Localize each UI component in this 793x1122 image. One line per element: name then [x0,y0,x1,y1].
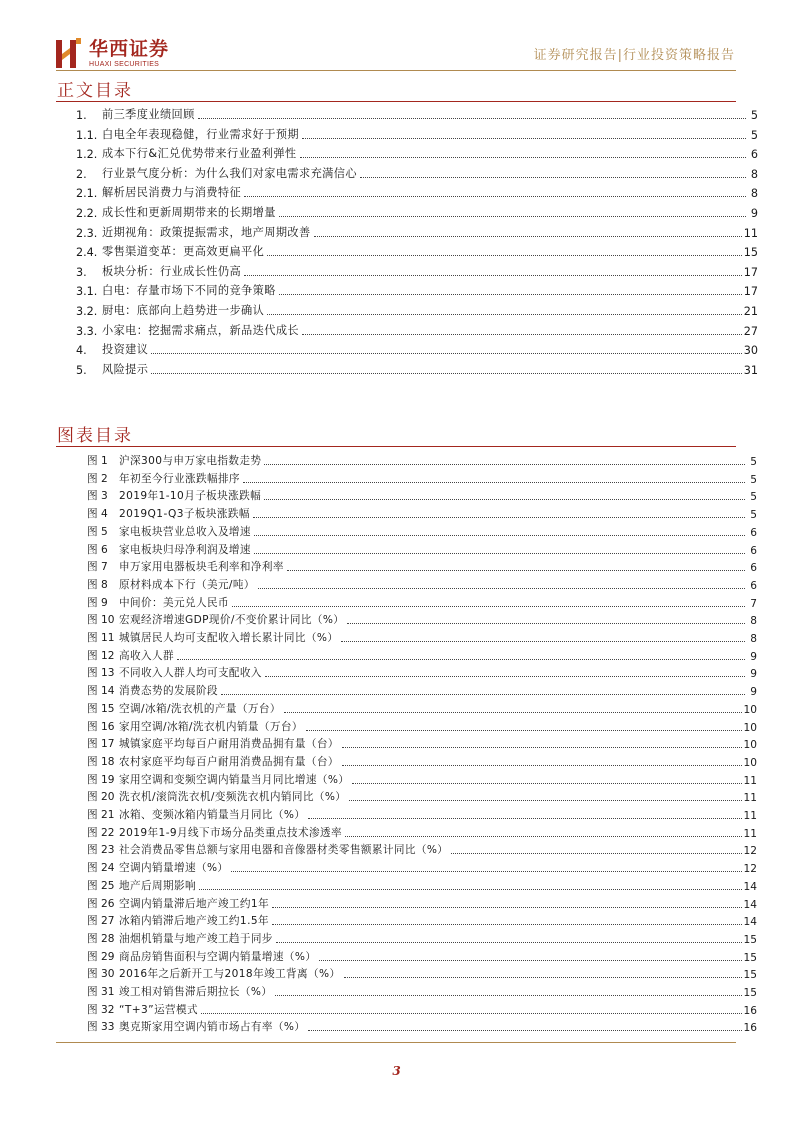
toc-dot-leader [232,605,745,607]
toc-entry-page: 12 [743,845,757,858]
toc-entry-title: 白电：存量市场下不同的竞争策略 [102,284,276,298]
toc-entry-page: 6 [750,562,757,575]
toc-entry-page: 5 [750,473,757,486]
toc-entry[interactable] [76,263,758,279]
toc-entry[interactable] [76,126,758,142]
huaxi-logo-icon [56,38,82,70]
toc-dot-leader [198,117,746,119]
toc-entry-number: 图 17 [87,738,115,751]
toc-entry-page: 15 [743,933,757,946]
toc-entry-number: 图 29 [87,950,115,963]
toc-entry-page: 30 [743,344,758,358]
toc-entry-page: 10 [743,703,757,716]
page-header [0,0,793,76]
toc-dot-leader [347,622,745,624]
toc-entry-title: 洗衣机/滚筒洗衣机/变频洗衣机内销同比（%） [119,791,347,804]
toc-entry-title: 厨电：底部向上趋势进一步确认 [102,304,265,317]
toc-entry-number: 1.2. [76,148,98,162]
toc-entry-title: 解析居民消费力与消费特征 [102,186,242,200]
toc-entry[interactable] [87,897,757,911]
toc-entry-title: 家用空调和变频空调内销量当月同比增速（%） [119,773,350,786]
toc-dot-leader [302,333,742,335]
toc-entry-page: 5 [750,491,757,504]
toc-entry-number: 图 20 [87,791,115,804]
toc-entry-page: 21 [743,305,758,318]
toc-entry[interactable] [87,1020,757,1034]
toc-entry-title: 城镇居民人均可支配收入增长累计同比（%） [119,632,339,644]
toc-entry[interactable] [76,165,758,181]
toc-entry-title: 高收入人群 [119,649,174,662]
toc-entry-title: 近期视角：政策提振需求，地产周期改善 [102,225,311,239]
toc-entry-number: 图 14 [87,685,115,698]
toc-entry-number: 图 13 [87,667,115,680]
brand-name-en: HUAXI SECURITIES [89,61,160,68]
toc-dot-leader [284,711,742,713]
toc-entry-number: 3.1. [76,285,98,299]
toc-entry-page: 6 [750,579,757,592]
toc-entry-number: 图 8 [87,578,108,591]
toc-entry[interactable] [87,737,757,751]
toc-entry-number: 图 1 [87,455,108,467]
toc-entry-number: 3. [76,265,87,279]
toc-entry-page: 10 [743,739,757,752]
toc-entry-page: 5 [750,109,758,122]
toc-entry-page: 15 [743,246,758,260]
toc-entry-title: 年初至今行业涨跌幅排序 [119,472,240,485]
page-number: 3 [392,1064,401,1078]
toc-entry-number: 1. [76,109,87,122]
toc-entry[interactable] [76,322,758,338]
toc-entry-number: 图 16 [87,720,115,733]
toc-dot-leader [287,569,745,571]
toc-dot-leader [451,852,741,854]
toc-entry[interactable] [76,282,758,298]
main-toc-title: 正文目录 [57,81,133,101]
report-type-label: 证券研究报告|行业投资策略报告 [533,48,735,63]
toc-entry[interactable] [76,204,758,220]
toc-entry-number: 图 30 [87,968,115,981]
toc-entry-title: 奥克斯家用空调内销市场占有率（%） [119,1021,306,1034]
toc-entry-title: 2019年1-10月子板块涨跌幅 [119,490,262,503]
toc-entry-page: 8 [750,167,758,181]
toc-entry-page: 9 [750,207,758,220]
toc-entry-title: 2016年之后新开工与2018年竣工背离（%） [119,968,341,981]
toc-entry[interactable] [87,543,757,557]
toc-entry-page: 5 [750,509,757,522]
toc-dot-leader [258,587,745,589]
toc-entry-title: 宏观经济增速GDP现价/不变价累计同比（%） [119,614,345,627]
toc-entry-number: 图 28 [87,932,115,945]
toc-dot-leader [302,137,746,139]
toc-dot-leader [272,923,742,925]
toc-entry-title: 农村家庭平均每百户耐用消费品拥有量（台） [119,755,339,768]
toc-dot-leader [243,481,745,483]
toc-entry-number: 图 3 [87,490,108,503]
toc-entry-title: 商品房销售面积与空调内销量增速（%） [119,950,317,963]
toc-dot-leader [275,994,741,996]
footer-divider [56,1042,736,1043]
toc-entry[interactable] [76,224,758,240]
brand-name-cn: 华西证券 [89,38,170,60]
toc-entry[interactable] [87,684,757,698]
toc-dot-leader [264,498,745,500]
toc-dot-leader [279,293,742,295]
toc-entry-number: 1.1. [76,128,98,142]
toc-entry[interactable] [87,914,757,928]
toc-entry-title: 沪深300与申万家电指数走势 [119,455,262,467]
toc-entry[interactable] [87,790,757,804]
toc-entry-title: 不同收入人群人均可支配收入 [119,667,262,680]
toc-dot-leader [345,835,742,837]
toc-dot-leader [244,274,742,276]
toc-entry[interactable] [87,932,757,946]
toc-entry[interactable] [87,879,757,893]
toc-dot-leader [314,235,742,237]
toc-dot-leader [352,782,741,784]
toc-entry[interactable] [87,967,757,981]
toc-entry[interactable] [76,302,758,318]
toc-dot-leader [342,746,742,748]
toc-entry-title: 前三季度业绩回顾 [102,108,195,121]
toc-entry-title: 冰箱、变频冰箱内销量当月同比（%） [119,809,306,821]
toc-entry[interactable] [87,613,757,627]
toc-entry-page: 9 [750,686,757,699]
toc-entry-number: 图 12 [87,649,115,662]
toc-entry-number: 图 4 [87,508,108,521]
toc-entry-number: 图 2 [87,472,108,485]
toc-entry-page: 12 [743,863,757,876]
toc-entry[interactable] [87,560,757,574]
toc-entry-number: 图 9 [87,596,108,609]
toc-entry[interactable] [87,702,757,716]
toc-entry-page: 31 [743,363,758,377]
toc-entry-title: 成长性和更新周期带来的长期增量 [102,206,276,219]
main-toc-rule [56,101,736,102]
toc-entry[interactable] [87,985,757,999]
toc-entry[interactable] [87,773,757,787]
toc-entry-number: 图 6 [87,543,108,556]
toc-entry-page: 10 [743,756,757,769]
toc-entry-number: 图 31 [87,986,115,998]
toc-dot-leader [254,534,745,536]
toc-entry-page: 11 [743,226,758,240]
toc-entry-number: 图 18 [87,755,115,768]
toc-entry-number: 图 24 [87,862,115,875]
toc-entry-page: 17 [743,285,758,299]
toc-dot-leader [177,658,745,660]
toc-entry-number: 3.3. [76,324,98,338]
toc-dot-leader [360,176,746,178]
figure-toc-rule [56,446,736,447]
toc-entry-number: 2.3. [76,226,98,240]
toc-entry-number: 图 33 [87,1021,115,1034]
toc-entry-page: 5 [750,456,757,468]
toc-entry[interactable] [76,361,758,377]
toc-entry-page: 6 [750,526,757,539]
toc-entry-page: 16 [743,1004,757,1017]
toc-entry-number: 图 10 [87,614,115,627]
toc-entry-page: 15 [743,969,757,982]
toc-entry-title: 2019年1-9月线下市场分品类重点技术渗透率 [119,826,342,839]
toc-entry-number: 4. [76,344,87,358]
toc-entry-page: 16 [743,1022,757,1035]
toc-entry[interactable] [76,145,758,161]
toc-entry-title: 申万家用电器板块毛利率和净利率 [119,561,284,574]
toc-entry-number: 图 7 [87,561,108,574]
toc-dot-leader [308,1029,741,1031]
toc-dot-leader [151,352,741,354]
toc-entry-title: 空调内销量滞后地产竣工约1年 [119,897,270,910]
toc-entry-number: 图 25 [87,879,115,892]
toc-entry-page: 11 [743,827,757,840]
toc-entry[interactable] [87,596,757,610]
toc-dot-leader [342,764,742,766]
toc-dot-leader [308,817,741,819]
toc-entry-page: 27 [743,324,758,338]
header-divider [56,70,736,71]
toc-entry-page: 10 [743,721,757,734]
toc-dot-leader [276,941,742,943]
toc-entry[interactable] [87,861,757,875]
toc-entry-number: 图 23 [87,844,115,857]
toc-entry-number: 图 22 [87,826,115,839]
toc-dot-leader [300,156,746,158]
toc-dot-leader [254,552,745,554]
toc-dot-leader [272,906,741,908]
toc-entry-title: 家用空调/冰箱/洗衣机内销量（万台） [119,720,303,733]
toc-entry[interactable] [76,106,758,122]
toc-entry-title: 中间价：美元兑人民币 [119,596,229,609]
toc-entry-number: 2.2. [76,207,98,220]
toc-entry-number: 图 11 [87,632,115,644]
toc-entry-page: 6 [750,148,758,162]
toc-entry-title: 行业景气度分析：为什么我们对家电需求充满信心 [102,166,357,180]
toc-entry-number: 图 15 [87,702,115,715]
toc-entry[interactable] [87,1003,757,1017]
toc-entry-title: 空调内销量增速（%） [119,862,229,875]
toc-dot-leader [221,693,745,695]
toc-entry-title: 原材料成本下行（美元/吨） [119,578,255,591]
toc-entry-page: 8 [750,615,757,628]
toc-entry-number: 图 19 [87,773,115,786]
toc-entry[interactable] [87,489,757,503]
toc-entry[interactable] [87,472,757,486]
toc-dot-leader [306,729,742,731]
toc-entry[interactable] [76,243,758,259]
toc-entry-title: 2019Q1-Q3子板块涨跌幅 [119,508,250,521]
toc-entry-page: 11 [743,792,757,805]
toc-entry-title: 家电板块营业总收入及增速 [119,525,251,538]
toc-entry-page: 6 [750,544,757,557]
toc-dot-leader [231,870,741,872]
toc-entry-page: 17 [743,265,758,279]
toc-entry-number: 图 26 [87,897,115,910]
toc-entry[interactable] [87,755,757,769]
figure-toc-title: 图表目录 [57,426,133,446]
toc-entry-page: 5 [750,128,758,142]
toc-dot-leader [201,1012,741,1014]
huaxi-logo [56,38,206,70]
toc-entry[interactable] [87,649,757,663]
toc-entry[interactable] [76,184,758,200]
toc-entry-title: 投资建议 [102,343,149,357]
toc-entry-page: 7 [750,597,757,610]
toc-entry-title: 白电全年表现稳健，行业需求好于预期 [102,127,299,141]
toc-dot-leader [265,675,745,677]
toc-entry-title: 地产后周期影响 [119,879,196,892]
toc-entry[interactable] [87,525,757,539]
toc-dot-leader [319,959,741,961]
toc-entry-title: 消费态势的发展阶段 [119,685,218,698]
toc-entry-title: 油烟机销量与地产竣工趋于同步 [119,932,273,945]
toc-entry-title: 家电板块归母净利润及增速 [119,543,251,556]
toc-entry-page: 9 [750,650,757,663]
toc-dot-leader [267,254,742,256]
toc-entry-page: 15 [743,987,757,999]
toc-dot-leader [253,516,745,518]
toc-dot-leader [264,463,745,465]
toc-entry-page: 9 [750,668,757,681]
toc-entry[interactable] [76,341,758,357]
toc-entry[interactable] [87,507,757,521]
toc-entry[interactable] [87,454,757,468]
toc-entry[interactable] [87,631,757,645]
toc-entry[interactable] [87,843,757,857]
toc-dot-leader [344,976,742,978]
toc-entry[interactable] [87,826,757,840]
toc-entry-page: 14 [743,916,757,929]
toc-entry[interactable] [87,950,757,964]
toc-entry-title: 板块分析：行业成长性仍高 [102,264,242,278]
toc-entry-title: 城镇家庭平均每百户耐用消费品拥有量（台） [119,738,339,751]
toc-entry-number: 2.4. [76,246,98,260]
toc-entry-title: 成本下行&汇兑优势带来行业盈利弹性 [102,147,297,161]
toc-dot-leader [199,888,742,890]
toc-entry-number: 图 32 [87,1003,115,1016]
toc-entry-number: 图 5 [87,525,108,538]
toc-entry-title: 小家电：挖掘需求痛点，新品迭代成长 [102,323,299,337]
toc-entry-number: 3.2. [76,305,98,318]
toc-entry-title: 零售渠道变革：更高效更扁平化 [102,245,265,259]
toc-entry[interactable] [87,666,757,680]
toc-dot-leader [349,799,741,801]
toc-entry-number: 2. [76,167,87,181]
toc-entry-number: 图 27 [87,915,115,928]
toc-entry-title: 社会消费品零售总额与家用电器和音像器材类零售额累计同比（%） [119,844,449,857]
toc-entry-page: 14 [743,880,757,893]
toc-entry-page: 11 [743,810,757,822]
toc-entry-title: “T+3”运营模式 [119,1003,199,1016]
toc-entry-number: 图 21 [87,809,115,821]
toc-dot-leader [267,313,742,315]
toc-entry[interactable] [87,720,757,734]
toc-dot-leader [244,195,746,197]
toc-entry-page: 8 [750,633,757,645]
toc-entry-page: 11 [743,774,757,787]
toc-entry[interactable] [87,808,757,822]
toc-dot-leader [151,372,741,374]
toc-entry-number: 2.1. [76,187,98,201]
toc-entry-title: 空调/冰箱/洗衣机的产量（万台） [119,702,281,715]
toc-entry-page: 15 [743,951,757,964]
toc-entry-number: 5. [76,363,87,377]
toc-entry-page: 8 [750,187,758,201]
toc-entry-title: 风险提示 [102,362,149,376]
toc-dot-leader [279,215,746,217]
toc-entry-title: 冰箱内销滞后地产竣工约1.5年 [119,915,269,928]
toc-entry-page: 14 [743,898,757,911]
toc-entry-title: 竣工相对销售滞后期拉长（%） [119,986,273,998]
toc-dot-leader [341,640,745,642]
toc-entry[interactable] [87,578,757,592]
